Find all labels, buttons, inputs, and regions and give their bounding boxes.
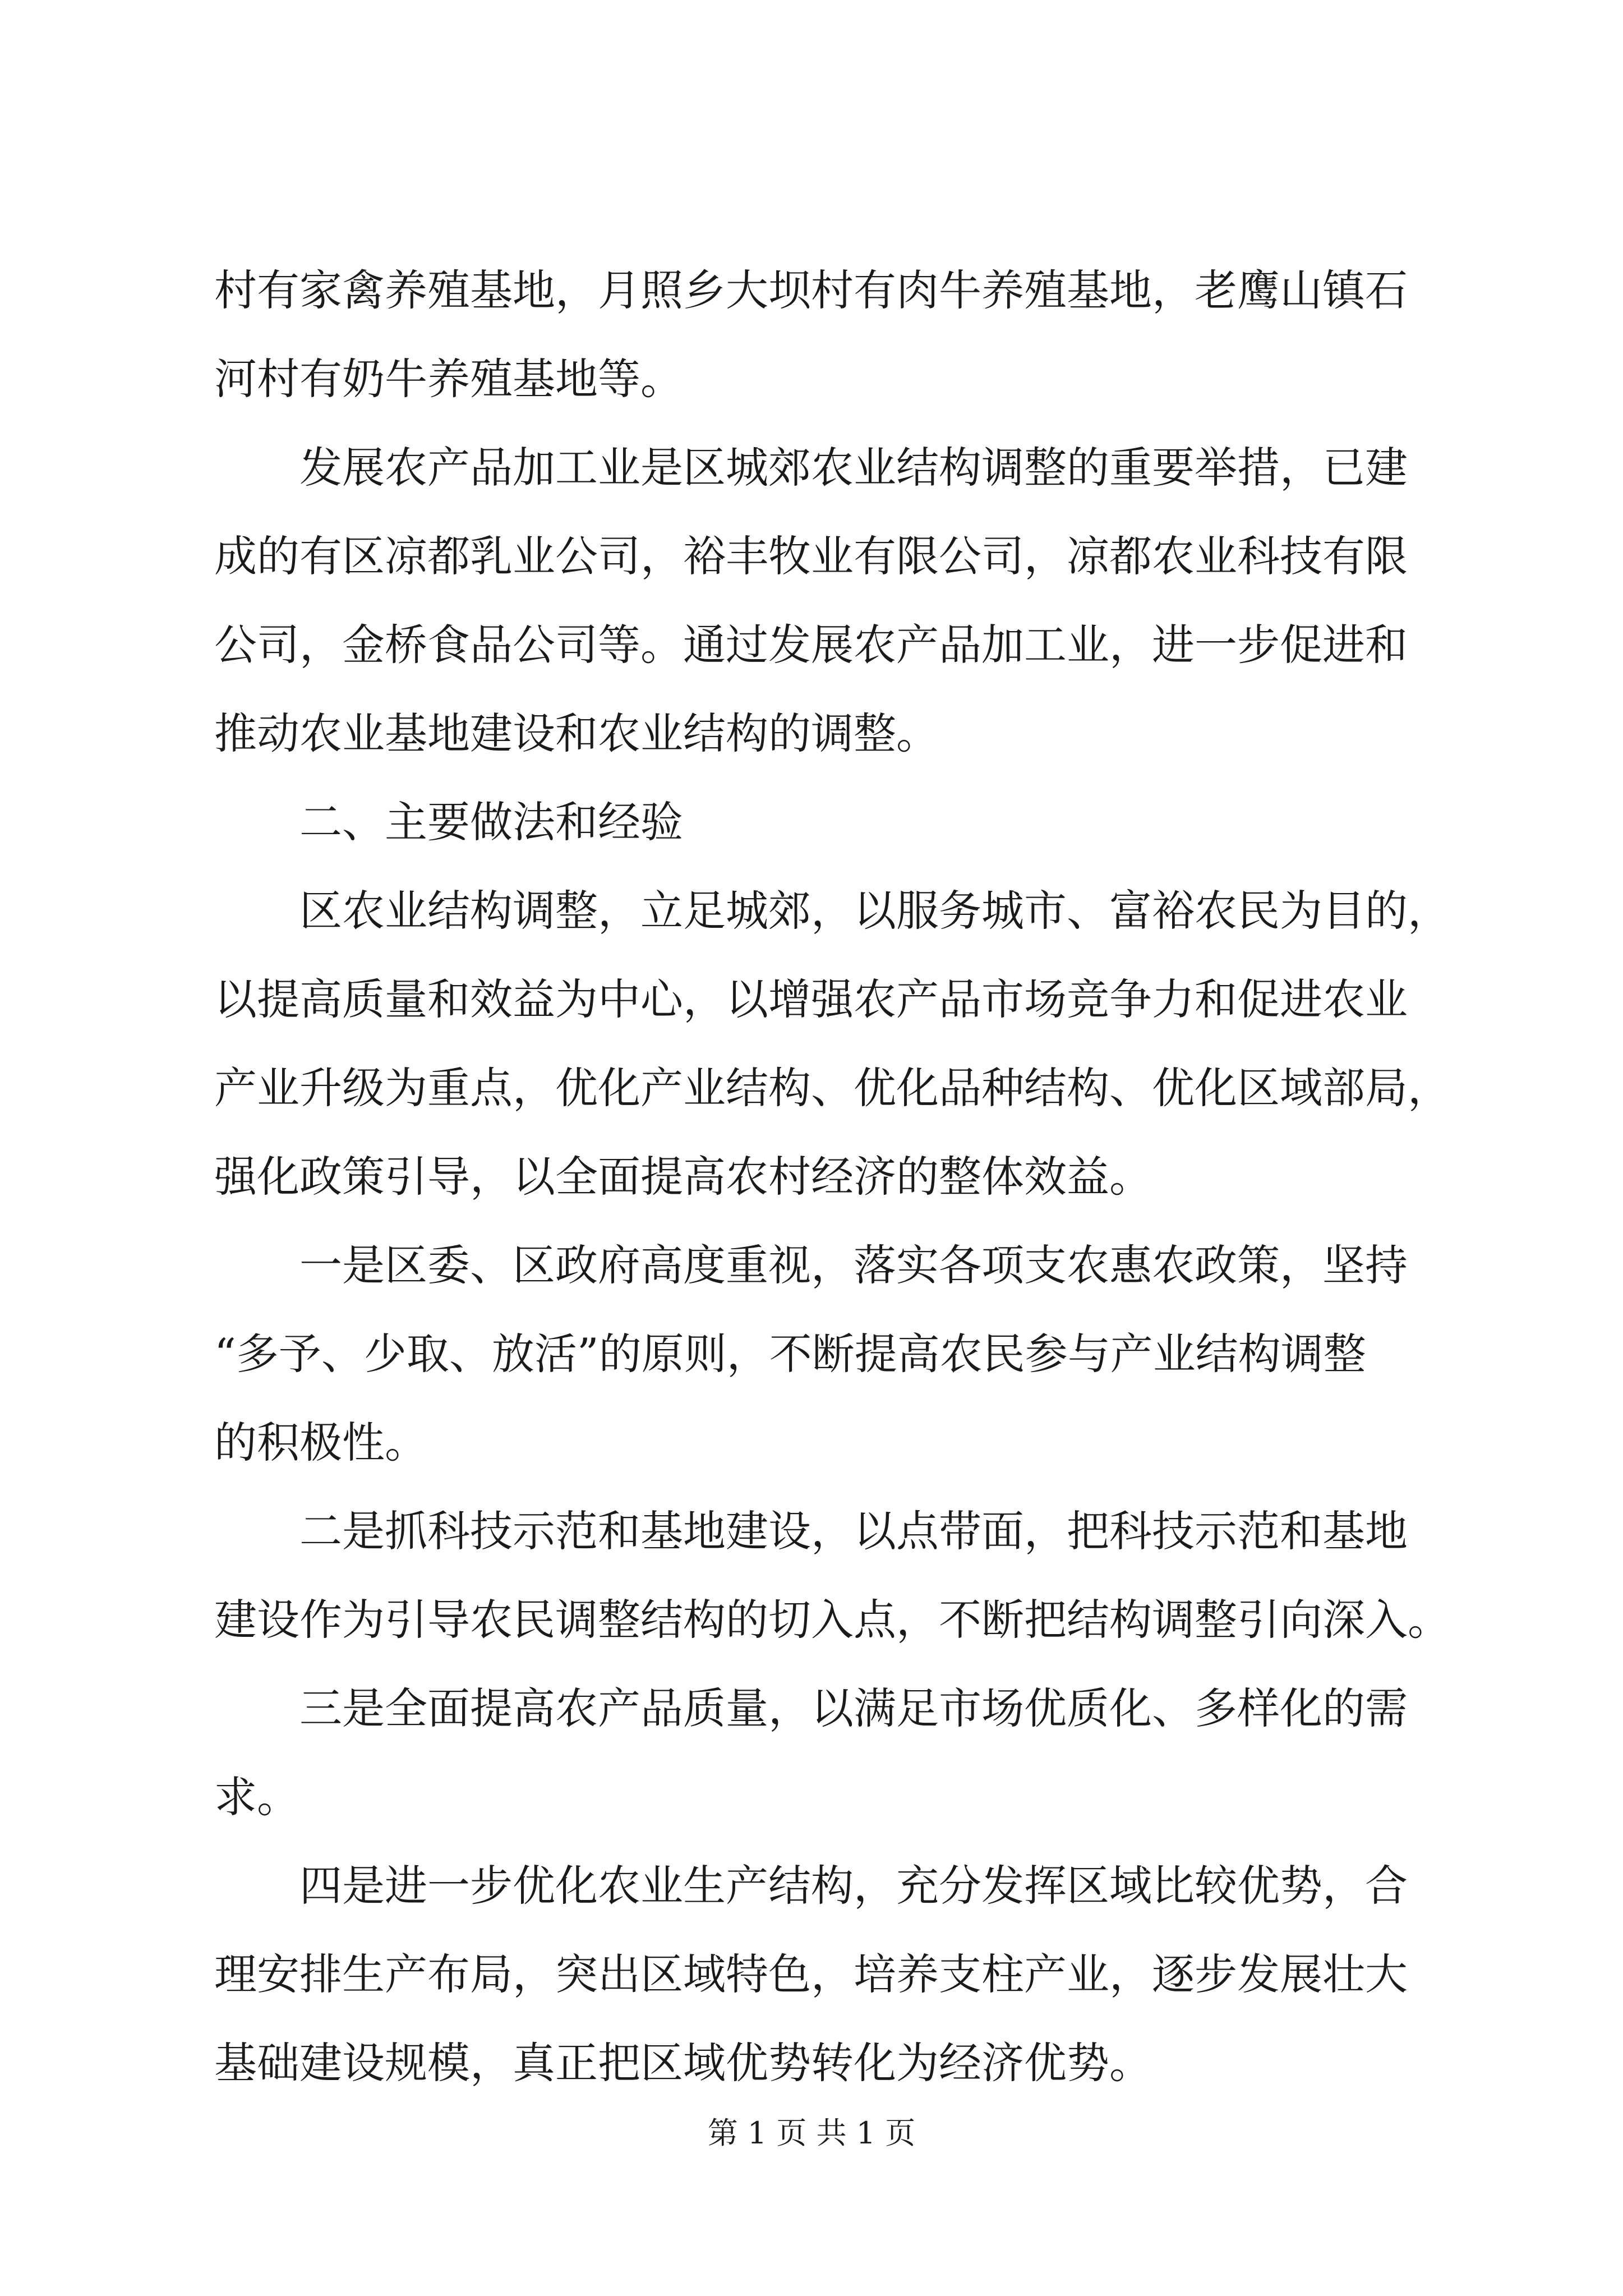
text-line: 以提高质量和效益为中心，以增强农产品市场竞争力和促进农业 [214, 974, 1408, 1024]
text-line: 三是全面提高农产品质量，以满足市场优质化、多样化的需 [299, 1683, 1408, 1733]
text-line: 区农业结构调整，立足城郊，以服务城市、富裕农民为目的， [299, 886, 1450, 936]
text-line: 求。 [214, 1772, 299, 1822]
text-line: 发展农产品加工业是区城郊农业结构调整的重要举措，已建 [299, 443, 1408, 493]
text-line: 成的有区凉都乳业公司，裕丰牧业有限公司，凉都农业科技有限 [214, 531, 1408, 581]
text-line: “多予、少取、放活”的原则，不断提高农民参与产业结构调整 [214, 1329, 1366, 1379]
text-line: 推动农业基地建设和农业结构的调整。 [214, 708, 939, 758]
text-line: 产业升级为重点，优化产业结构、优化品种结构、优化区域部局， [214, 1063, 1450, 1113]
text-line: 理安排生产布局，突出区域特色，培养支柱产业，逐步发展壮大 [214, 1949, 1408, 1999]
text-line: 公司，金桥食品公司等。通过发展农产品加工业，进一步促进和 [214, 620, 1408, 670]
text-line: 的积极性。 [214, 1418, 427, 1467]
page-footer: 第 1 页 共 1 页 [707, 2115, 916, 2151]
section-heading: 二、主要做法和经验 [299, 797, 683, 847]
text-line: 河村有奶牛养殖基地等。 [214, 354, 683, 404]
text-line: 基础建设规模，真正把区域优势转化为经济优势。 [214, 2038, 1152, 2088]
text-line: 二是抓科技示范和基地建设，以点带面，把科技示范和基地 [299, 1506, 1408, 1556]
text-line: 强化政策引导，以全面提高农村经济的整体效益。 [214, 1152, 1152, 1202]
text-line: 一是区委、区政府高度重视，落实各项支农惠农政策，坚持 [299, 1240, 1408, 1290]
text-line: 村有家禽养殖基地，月照乡大坝村有肉牛养殖基地，老鹰山镇石 [214, 265, 1408, 315]
text-line: 四是进一步优化农业生产结构，充分发挥区域比较优势，合 [299, 1861, 1408, 1911]
text-line: 建设作为引导农民调整结构的切入点，不断把结构调整引向深入。 [214, 1595, 1450, 1645]
